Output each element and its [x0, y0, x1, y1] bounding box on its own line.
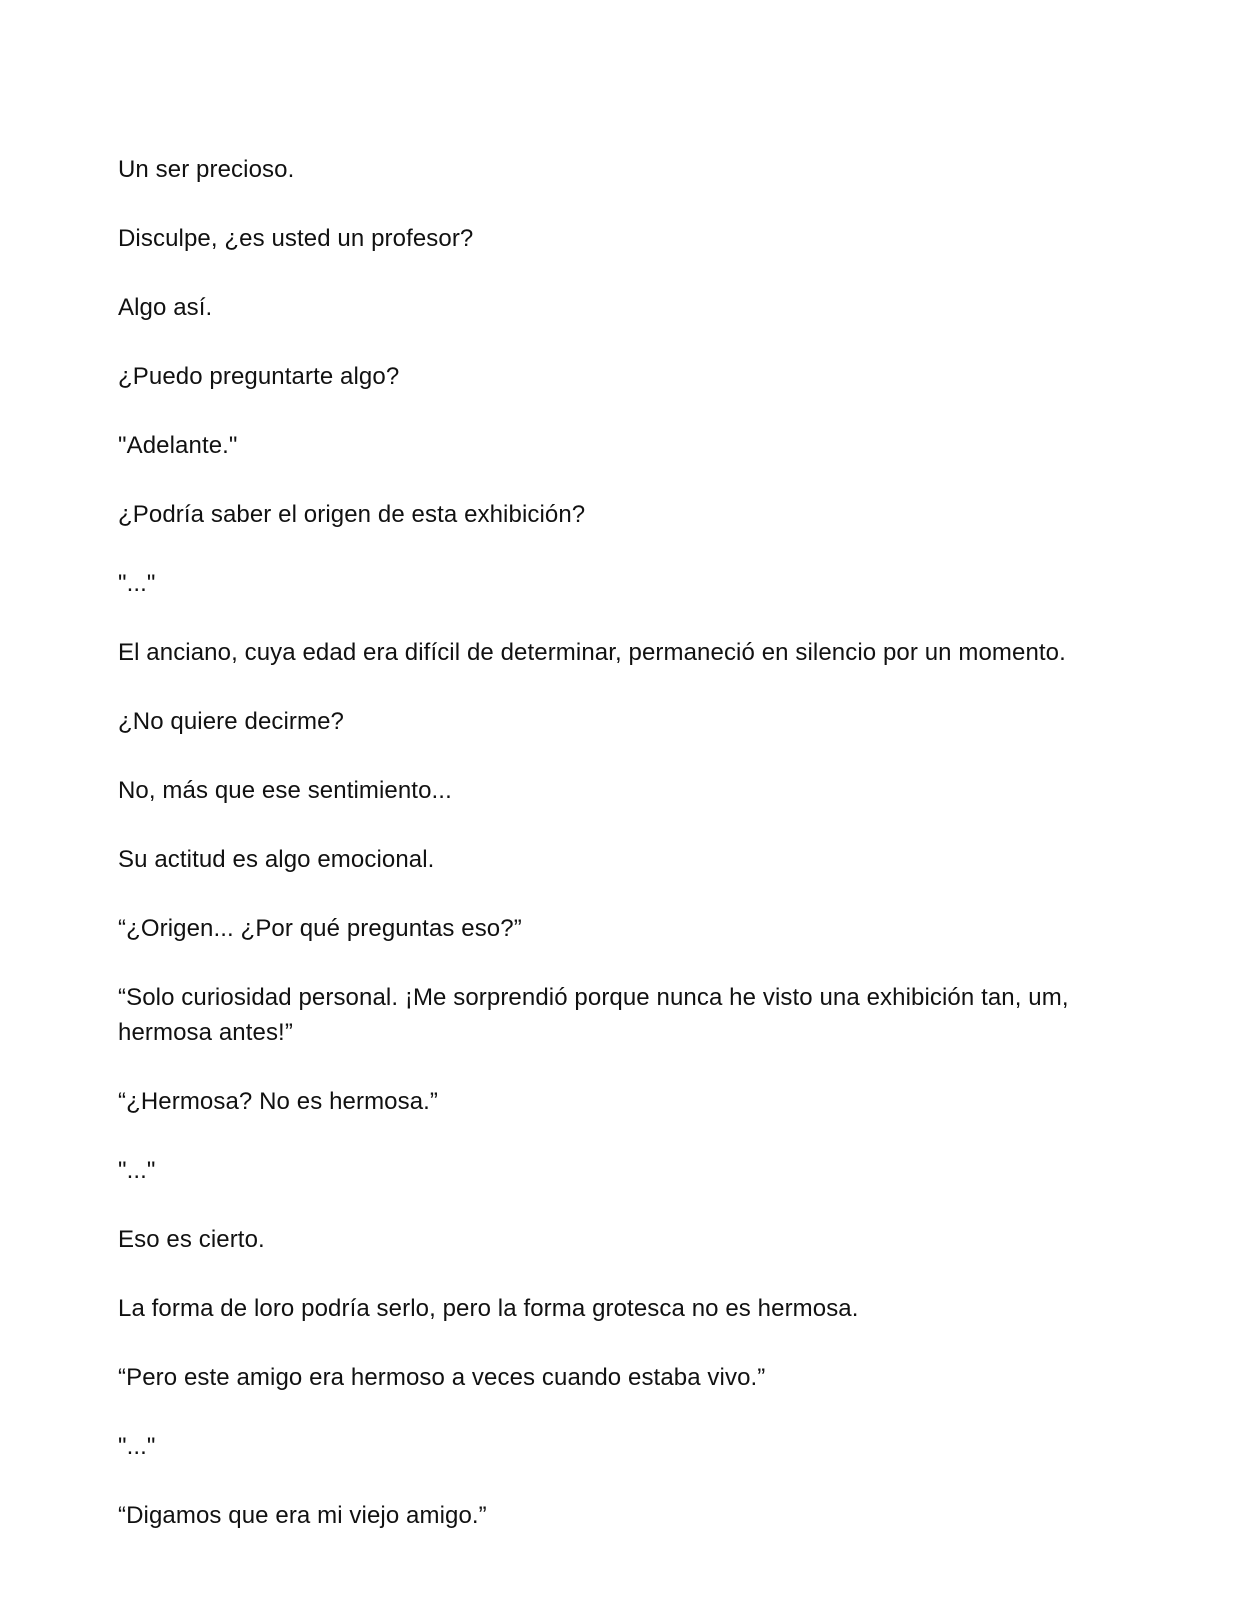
- paragraph: El anciano, cuya edad era difícil de determinar, permaneció en silencio por un momento.: [118, 639, 1066, 666]
- paragraph: “¿Hermosa? No es hermosa.”: [118, 1088, 439, 1115]
- paragraph: “Pero este amigo era hermoso a veces cuando estaba vivo.”: [118, 1364, 766, 1391]
- paragraph: “Solo curiosidad personal. ¡Me sorprendió porque nunca he visto una exhibición tan, um, hermosa antes!”: [118, 984, 1069, 1046]
- paragraph: "Adelante.": [118, 432, 238, 459]
- paragraph: No, más que ese sentimiento...: [118, 777, 452, 804]
- paragraph: Su actitud es algo emocional.: [118, 846, 435, 873]
- paragraph: Eso es cierto.: [118, 1226, 265, 1253]
- paragraph: "...": [118, 1433, 156, 1460]
- paragraph: Un ser precioso.: [118, 156, 295, 183]
- paragraph: ¿No quiere decirme?: [118, 708, 344, 735]
- paragraph: "...": [118, 570, 156, 597]
- paragraph: “¿Origen... ¿Por qué preguntas eso?”: [118, 915, 522, 942]
- paragraph: "...": [118, 1157, 156, 1184]
- paragraph: La forma de loro podría serlo, pero la forma grotesca no es hermosa.: [118, 1295, 859, 1322]
- paragraph: Algo así.: [118, 294, 213, 321]
- paragraph: Disculpe, ¿es usted un profesor?: [118, 225, 474, 252]
- paragraph: ¿Podría saber el origen de esta exhibición?: [118, 501, 586, 528]
- document-body: [118, 152, 1122, 1567]
- paragraph: ¿Puedo preguntarte algo?: [118, 363, 400, 390]
- paragraph: “Digamos que era mi viejo amigo.”: [118, 1502, 487, 1529]
